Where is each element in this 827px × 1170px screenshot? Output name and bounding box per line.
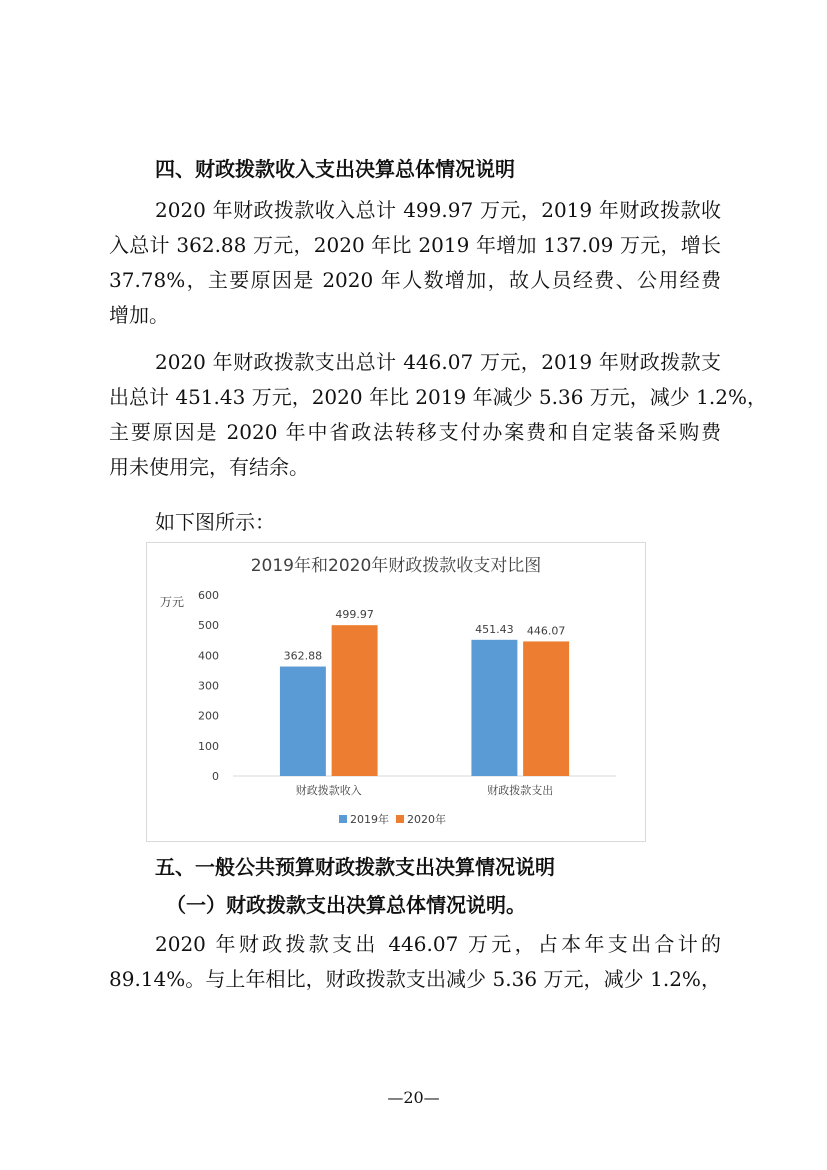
chart-title: 2019年和2020年财政拨款收支对比图 <box>250 556 542 576</box>
section-5-subheading: （一）财政拨款支出决算总体情况说明。 <box>166 893 526 917</box>
chart-frame <box>147 543 646 842</box>
y-axis-unit-label: 万元 <box>160 595 185 609</box>
text-line: 主要原因是 2020 年中省政法转移支付办案费和自定装备采购费 <box>109 420 721 444</box>
text-line: 2020 年财政拨款支出总计 446.07 万元，2019 年财政拨款支 <box>155 350 721 374</box>
data-label: 499.97 <box>335 608 374 622</box>
y-tick-label: 500 <box>198 619 219 633</box>
y-tick-label: 600 <box>198 589 219 602</box>
bar <box>332 625 378 776</box>
text-line: 出总计 451.43 万元，2020 年比 2019 年减少 5.36 万元，减少 1.2%， <box>109 385 767 409</box>
section-4-paragraph-1 <box>109 193 721 333</box>
text-line: 37.78%，主要原因是 2020 年人数增加，故人员经费、公用经费 <box>109 268 721 292</box>
y-tick-label: 200 <box>198 709 219 723</box>
bar <box>280 667 326 776</box>
y-tick-label: 300 <box>198 679 219 693</box>
text-line: 入总计 362.88 万元，2020 年比 2019 年增加 137.09 万元，增长 <box>109 233 721 257</box>
text-line: 2020 年财政拨款支出 446.07 万元，占本年支出合计的 <box>155 932 721 956</box>
x-category-label: 财政拨款收入 <box>295 784 362 797</box>
y-tick-label: 0 <box>212 770 219 783</box>
section-4-heading: 四、财政拨款收入支出决算总体情况说明 <box>155 157 515 181</box>
legend-label: 2019年 <box>350 813 389 826</box>
y-tick-label: 400 <box>198 649 219 663</box>
legend-label: 2020年 <box>407 813 446 826</box>
section-4-paragraph-2 <box>109 345 767 485</box>
text-line: 如下图所示： <box>155 510 275 534</box>
text-line: 89.14%。与上年相比，财政拨款支出减少 5.36 万元，减少 1.2%， <box>109 967 721 991</box>
section-5-heading: 五、一般公共预算财政拨款支出决算情况说明 <box>155 855 555 879</box>
page-number: —20— <box>387 1088 440 1107</box>
section-5-paragraph-1 <box>109 927 721 997</box>
section-4-paragraph-3 <box>109 505 721 540</box>
legend-swatch <box>396 815 404 823</box>
bar <box>471 640 517 776</box>
data-label: 446.07 <box>526 624 566 638</box>
y-tick-label: 100 <box>198 739 219 753</box>
data-label: 362.88 <box>283 649 323 663</box>
bar-chart <box>146 542 646 842</box>
bar <box>523 641 569 776</box>
text-line: 用未使用完，有结余。 <box>109 455 309 479</box>
text-line: 增加。 <box>109 303 169 327</box>
legend-swatch <box>339 815 347 823</box>
data-label: 451.43 <box>475 622 514 636</box>
x-category-label: 财政拨款支出 <box>487 784 554 797</box>
text-line: 2020 年财政拨款收入总计 499.97 万元，2019 年财政拨款收 <box>155 198 721 222</box>
